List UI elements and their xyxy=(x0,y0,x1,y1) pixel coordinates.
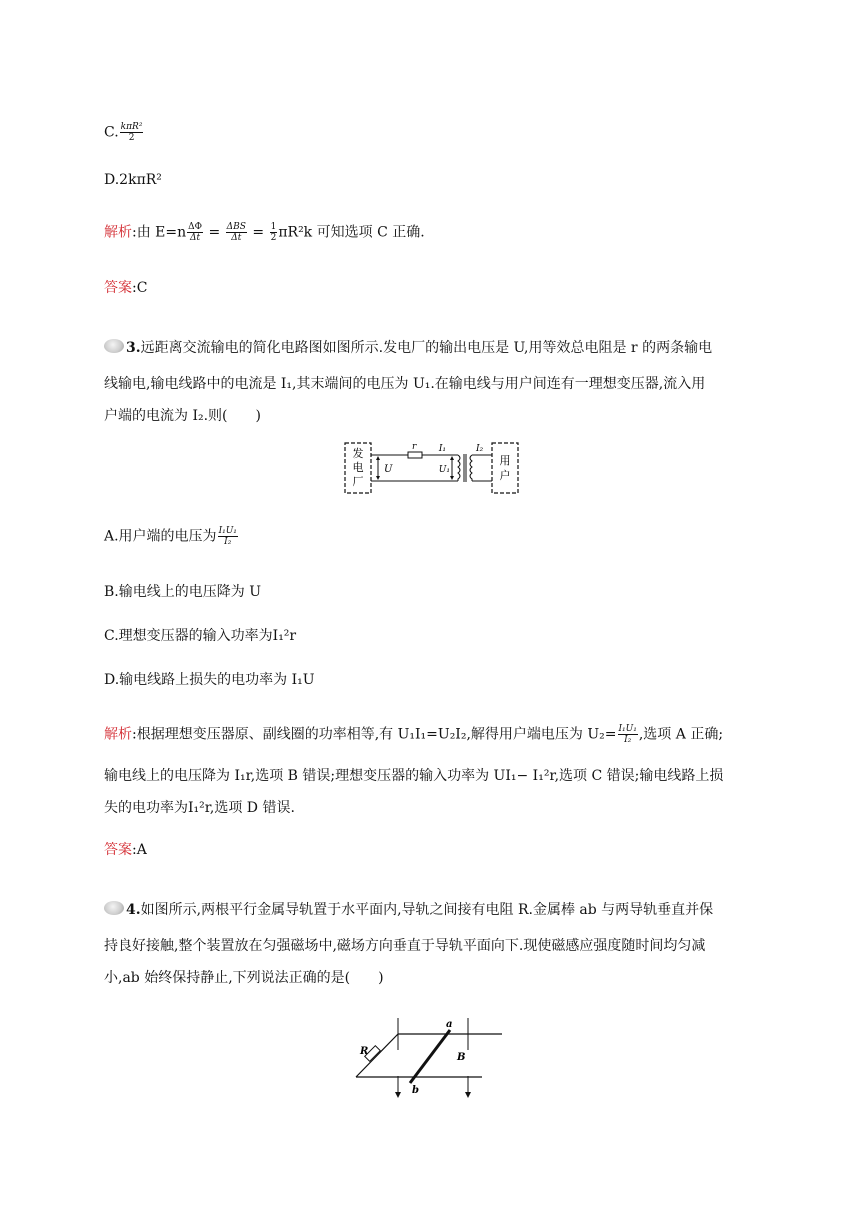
frac-num: I₁U₁ xyxy=(618,724,637,734)
equals: = xyxy=(247,224,269,241)
q3-stem-line2: 线输电,输电线路中的电流是 I₁,其末端间的电压为 U₁.在输电线与用户间连有一理想变压器,流入用 xyxy=(104,376,706,392)
q4-stem-line2: 持良好接触,整个装置放在匀强磁场中,磁场方向垂直于导轨平面向下.现使磁感应强度随时间均匀减 xyxy=(104,938,706,954)
plant-label-1: 发 xyxy=(352,447,364,460)
frac-num: 1 xyxy=(270,222,277,232)
question-bullet-icon xyxy=(104,901,124,915)
frac-den: 2 xyxy=(270,233,277,243)
i1-label: I₁ xyxy=(438,444,446,454)
frac-num: ΔΦ xyxy=(188,222,203,232)
analysis-text: ,选项 A 正确; xyxy=(638,726,724,743)
plant-label-3: 厂 xyxy=(352,475,364,488)
analysis-text: :由 E=n xyxy=(132,224,187,241)
field-label: B xyxy=(457,1052,466,1063)
q3-stem-line1 xyxy=(104,338,712,358)
q3-stem-line3: 户端的电流为 I₂.则( ) xyxy=(104,408,261,424)
question-bullet-icon xyxy=(104,339,124,353)
a-label: a xyxy=(446,1019,453,1030)
q4-rail-diagram xyxy=(350,1016,520,1102)
transformer-primary-icon xyxy=(458,455,460,481)
frac-den: Δt xyxy=(190,233,201,243)
resistor-icon xyxy=(408,452,422,458)
q2-option-d: D.2kπR² xyxy=(104,172,162,188)
stem-text: 远距离交流输电的简化电路图如图所示.发电厂的输出电压是 U,用等效总电阻是 r 的两条输电 xyxy=(140,340,713,356)
q2-option-c xyxy=(104,122,144,143)
analysis-label: 解析 xyxy=(104,726,132,743)
fraction xyxy=(218,526,238,547)
u-label: U xyxy=(384,464,393,475)
answer-value: :C xyxy=(132,280,148,296)
i2-label: I₂ xyxy=(476,444,484,454)
q3-answer xyxy=(104,840,147,860)
q3-analysis-line2: 输电线上的电压降为 I₁r,选项 B 错误;理想变压器的输入功率为 UI₁− I₁²r,选项 C 错误;输电线路上损 xyxy=(104,768,724,784)
equals: = xyxy=(204,224,225,241)
q4-stem-line1 xyxy=(104,900,713,920)
user-label-2: 户 xyxy=(499,469,511,482)
fraction xyxy=(120,122,144,143)
r-label: R xyxy=(360,1046,369,1057)
analysis-text: πR²k 可知选项 C 正确. xyxy=(278,224,425,241)
metal-rod xyxy=(410,1030,450,1083)
fraction xyxy=(618,724,638,745)
transformer-secondary-icon xyxy=(470,455,472,481)
answer-label: 答案 xyxy=(104,842,132,858)
frac-num: I₁U₁ xyxy=(218,526,237,536)
frac-den: Δt xyxy=(231,233,242,243)
q3-analysis-line3: 失的电功率为I₁²r,选项 D 错误. xyxy=(104,800,295,816)
frac-den: 2 xyxy=(128,133,135,143)
answer-label: 答案 xyxy=(104,280,132,296)
q2-answer xyxy=(104,278,147,298)
q3-option-c: C.理想变压器的输入功率为I₁²r xyxy=(104,628,297,644)
analysis-label: 解析 xyxy=(104,224,132,241)
q2-analysis xyxy=(104,222,425,243)
plant-label-2: 电 xyxy=(352,461,364,474)
r-label: r xyxy=(412,442,417,452)
analysis-text: :根据理想变压器原、副线圈的功率相等,有 U₁I₁=U₂I₂,解得用户端电压为 U₂= xyxy=(132,726,617,743)
answer-value: :A xyxy=(132,842,147,858)
fraction xyxy=(226,222,247,243)
q3-analysis-line1 xyxy=(104,724,723,745)
frac-den: I₂ xyxy=(624,735,632,745)
q4-stem-line3: 小,ab 始终保持静止,下列说法正确的是( ) xyxy=(104,970,384,986)
b-label: b xyxy=(412,1085,419,1096)
frac-num: kπR² xyxy=(120,122,143,132)
user-label-1: 用 xyxy=(499,454,511,467)
frac-den: I₂ xyxy=(224,537,232,547)
option-label: C. xyxy=(104,124,119,141)
q3-option-a xyxy=(104,526,239,547)
fraction xyxy=(270,222,278,243)
frac-num: ΔBS xyxy=(226,222,246,232)
stem-text: 如图所示,两根平行金属导轨置于水平面内,导轨之间接有电阻 R.金属棒 ab 与两导轨垂直并保 xyxy=(140,902,714,918)
q3-circuit-diagram xyxy=(342,440,522,496)
fraction xyxy=(187,222,203,243)
q3-option-b: B.输电线上的电压降为 U xyxy=(104,584,261,600)
q3-option-d: D.输电线路上损失的电功率为 I₁U xyxy=(104,672,315,688)
question-number: 3. xyxy=(126,340,141,356)
question-number: 4. xyxy=(126,902,141,918)
option-text: A.用户端的电压为 xyxy=(104,528,217,545)
u1-label: U₁ xyxy=(438,465,450,475)
